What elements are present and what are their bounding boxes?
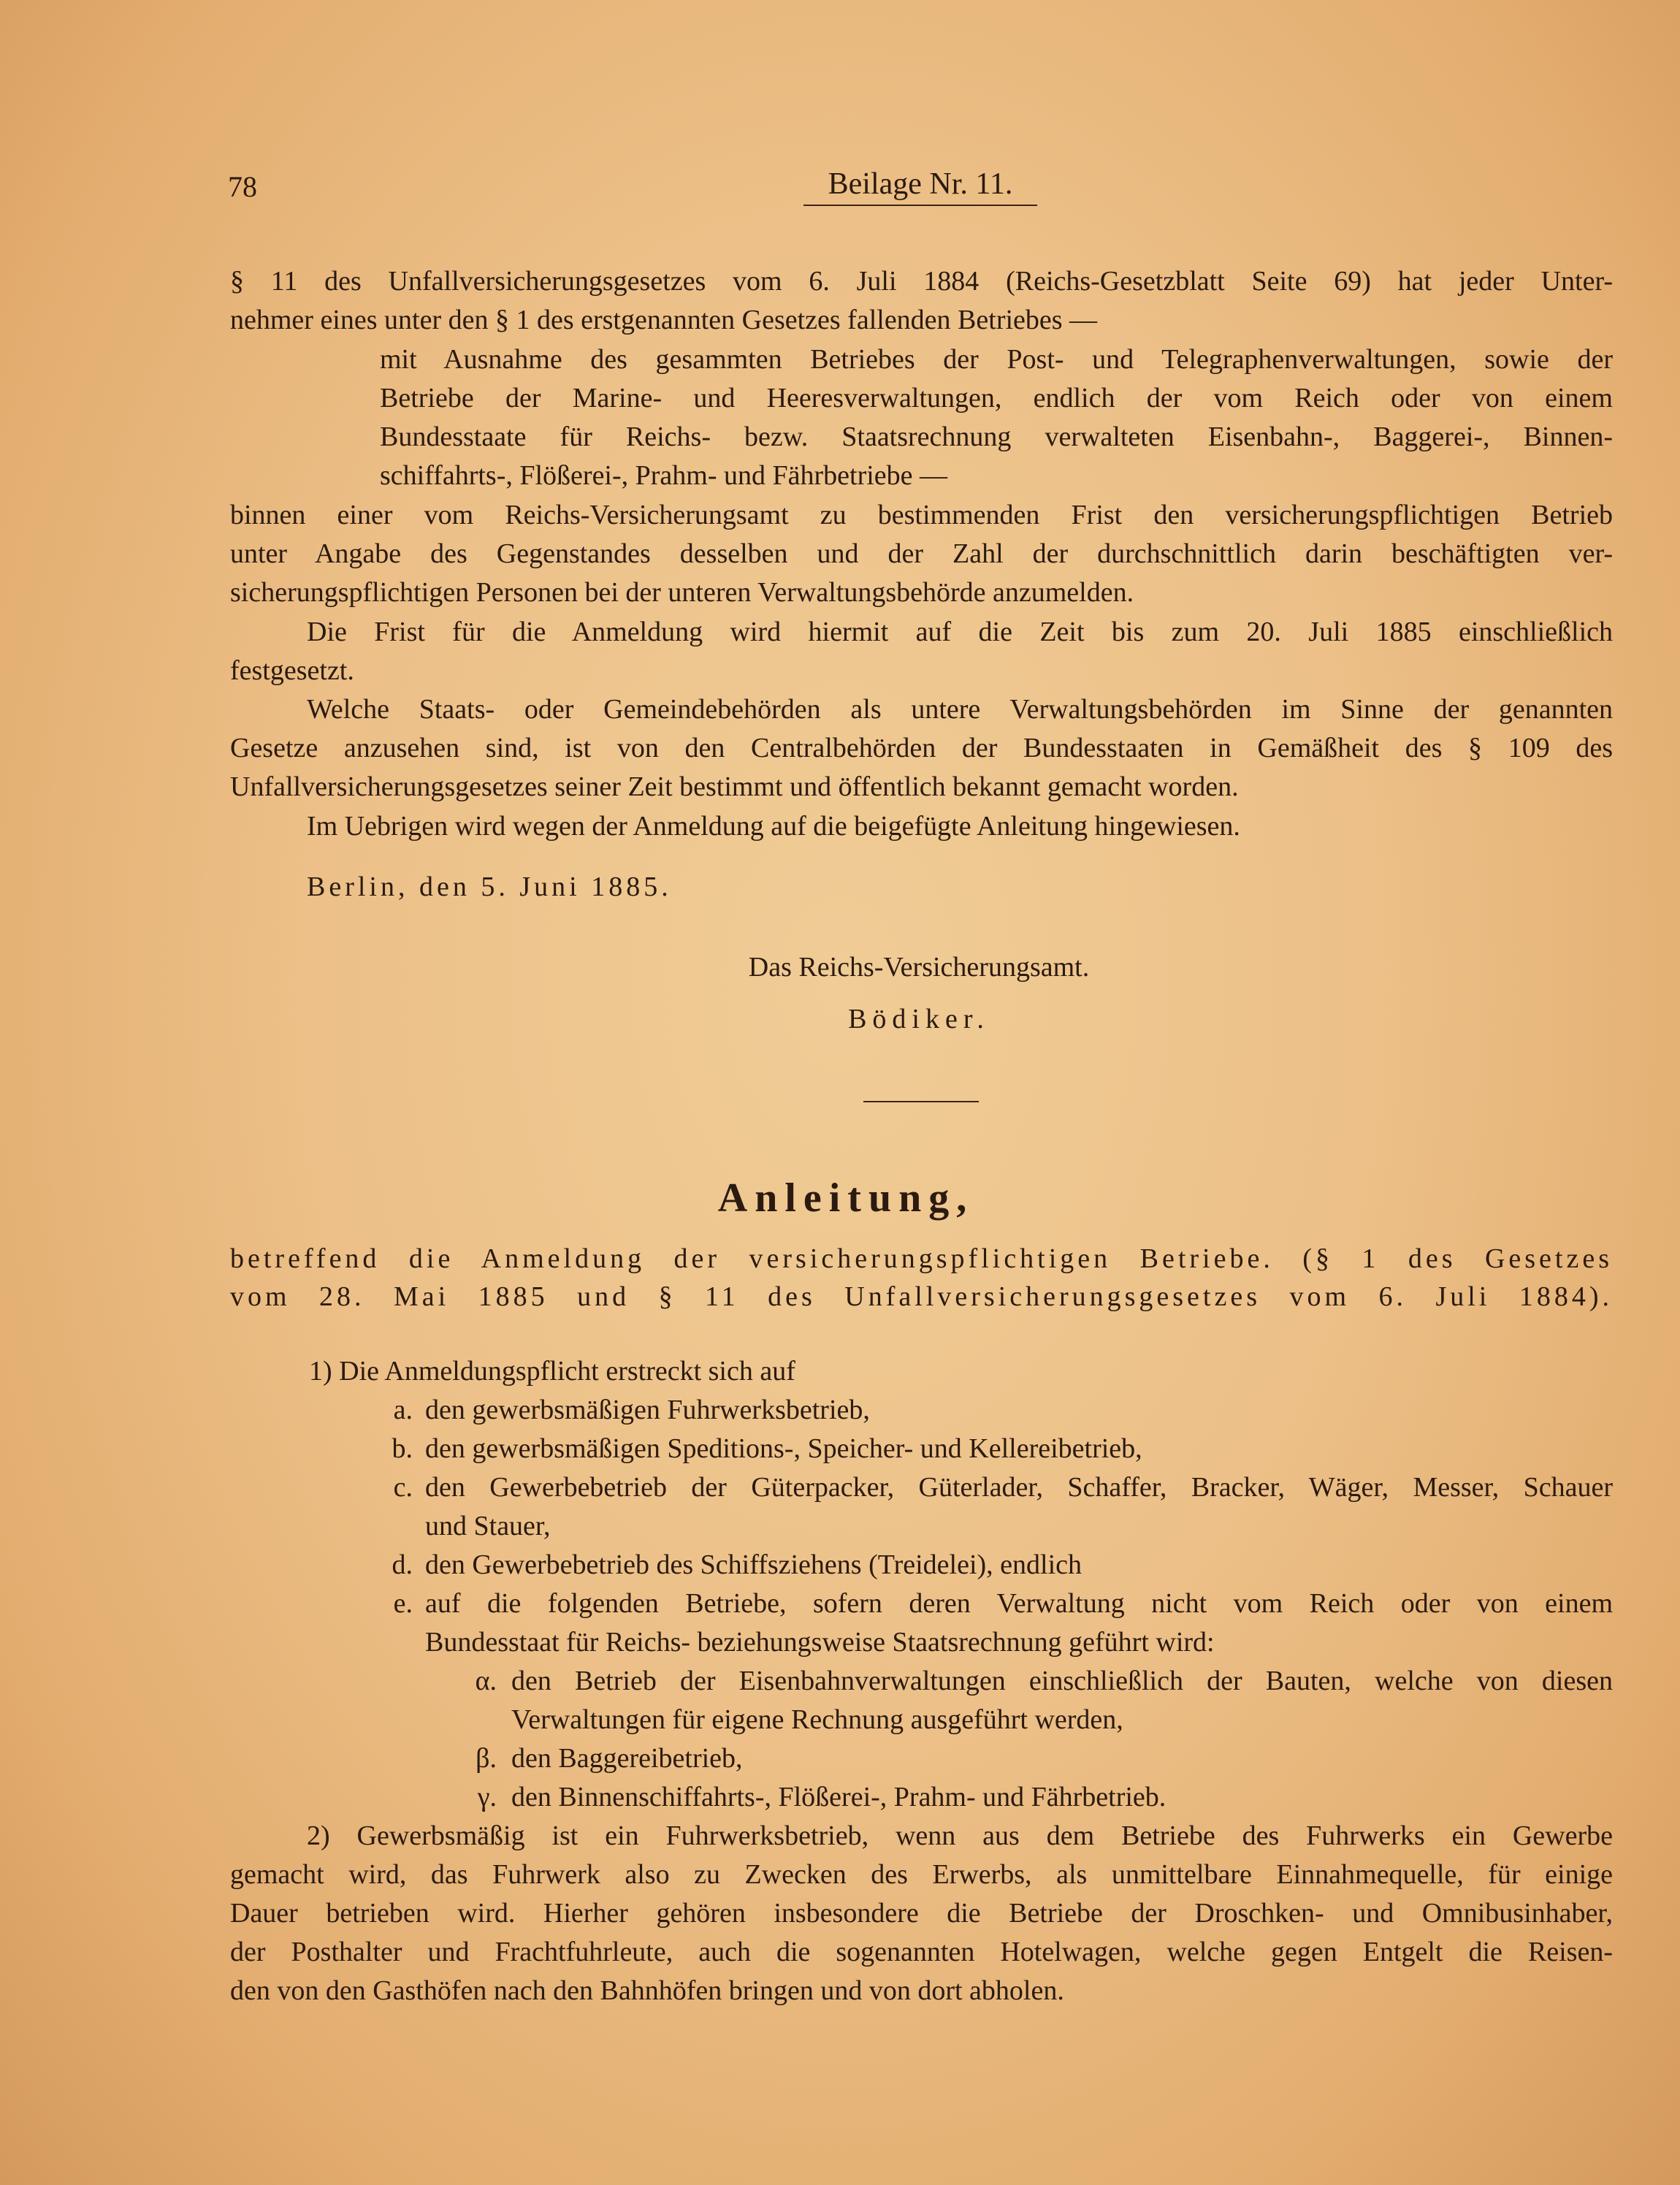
paragraph-line: Dauer betrieben wird. Hierher gehören insbesondere die Betriebe der Droschken- und Omnibusinhaber, (230, 1898, 1613, 1929)
list-item-label: e. (393, 1588, 413, 1619)
exception-line: schiffahrts-, Flößerei-, Prahm- und Fährbetriebe — (380, 460, 948, 491)
paragraph-line: gemacht wird, das Fuhrwerk also zu Zwecken des Erwerbs, als unmittelbare Einnahmequelle, für einige (230, 1859, 1613, 1890)
list-item-line: den Betrieb der Eisenbahnverwaltungen einschließlich der Bauten, welche von diesen (511, 1666, 1613, 1696)
list-item-line: den gewerbsmäßigen Speditions-, Speicher- und Kellereibetrieb, (425, 1433, 1142, 1464)
paragraph-line: festgesetzt. (230, 655, 354, 686)
paragraph-line: der Posthalter und Frachtfuhrleute, auch die sogenannten Hotelwagen, welche gegen Entgelt die Reisen- (230, 1937, 1613, 1967)
paragraph-line: binnen einer vom Reichs-Versicherungsamt zu bestimmenden Frist den versicherungspflichtigen Betrieb (230, 500, 1613, 530)
paragraph-line: Die Frist für die Anmeldung wird hiermit auf die Zeit bis zum 20. Juli 1885 einschließlich (307, 617, 1613, 647)
section-subtitle: betreffend die Anmeldung der versicherungspflichtigen Betriebe. (§ 1 des Gesetzes (230, 1243, 1613, 1274)
signature: Bödiker. (848, 1004, 990, 1034)
section-subtitle: vom 28. Mai 1885 und § 11 des Unfallversicherungsgesetzes vom 6. Juli 1884). (230, 1281, 1613, 1312)
exception-line: Bundesstaate für Reichs- bezw. Staatsrechnung verwalteten Eisenbahn-, Baggerei-, Binnen- (380, 422, 1613, 452)
paragraph-line: nehmer eines unter den § 1 des erstgenannten Gesetzes fallenden Betriebes — (230, 305, 1098, 335)
paragraph-line: Welche Staats- oder Gemeindebehörden als untere Verwaltungsbehörden im Sinne der genannten (307, 694, 1613, 725)
section-divider (863, 1101, 979, 1102)
list-item-label: γ. (477, 1782, 497, 1812)
exception-line: Betriebe der Marine- und Heeresverwaltungen, endlich der vom Reich oder von einem (380, 383, 1613, 413)
section-title: Anleitung, (717, 1175, 974, 1221)
paragraph-line: Gesetze anzusehen sind, ist von den Centralbehörden der Bundesstaaten in Gemäßheit des § 109 des (230, 733, 1613, 763)
paragraph-line: den von den Gasthöfen nach den Bahnhöfen bringen und von dort abholen. (230, 1975, 1064, 2006)
list-item-label: α. (475, 1666, 497, 1696)
paragraph-line: sicherungspflichtigen Personen bei der unteren Verwaltungsbehörde anzumelden. (230, 577, 1134, 608)
paragraph-line: Im Uebrigen wird wegen der Anmeldung auf die beigefügte Anleitung hingewiesen. (307, 811, 1240, 842)
list-item-line: den Baggereibetrieb, (511, 1743, 743, 1774)
list-item-line: Verwaltungen für eigene Rechnung ausgeführt werden, (511, 1704, 1123, 1735)
list-item-label: β. (476, 1743, 497, 1774)
list-item-line: und Stauer, (425, 1511, 551, 1541)
list-item-line: den Gewerbebetrieb des Schiffsziehens (Treidelei), endlich (425, 1549, 1083, 1580)
list-item-label: d. (392, 1549, 413, 1580)
page-number: 78 (228, 170, 257, 203)
list-item-line: den Gewerbebetrieb der Güterpacker, Güterlader, Schaffer, Bracker, Wäger, Messer, Schauer (425, 1472, 1613, 1503)
list-item-line: den Binnenschiffahrts-, Flößerei-, Prahm- und Fährbetrieb. (511, 1782, 1167, 1812)
list-heading: 1) Die Anmeldungspflicht erstreckt sich auf (309, 1356, 795, 1387)
exception-line: mit Ausnahme des gesammten Betriebes der Post- und Telegraphenverwaltungen, sowie der (380, 344, 1613, 375)
authority-name: Das Reichs-Versicherungsamt. (748, 952, 1090, 983)
list-item-label: a. (393, 1395, 413, 1425)
paragraph-line: 2) Gewerbsmäßig ist ein Fuhrwerksbetrieb, wenn aus dem Betriebe des Fuhrwerks ein Gewerbe (307, 1820, 1613, 1851)
list-item-label: b. (392, 1433, 413, 1464)
list-item-line: den gewerbsmäßigen Fuhrwerksbetrieb, (425, 1395, 870, 1425)
list-item-line: Bundesstaat für Reichs- beziehungsweise Staatsrechnung geführt wird: (425, 1627, 1215, 1658)
paragraph-line: Unfallversicherungsgesetzes seiner Zeit bestimmt und öffentlich bekannt gemacht worden. (230, 771, 1239, 802)
list-item-line: auf die folgenden Betriebe, sofern deren Verwaltung nicht vom Reich oder von einem (425, 1588, 1613, 1619)
place-date: Berlin, den 5. Juni 1885. (307, 872, 672, 902)
paragraph-line: § 11 des Unfallversicherungsgesetzes vom 6. Juli 1884 (Reichs-Gesetzblatt Seite 69) hat jeder Unter- (230, 266, 1613, 297)
list-item-label: c. (393, 1472, 413, 1503)
page-header-title: Beilage Nr. 11. (803, 167, 1037, 206)
paragraph-line: unter Angabe des Gegenstandes desselben und der Zahl der durchschnittlich darin beschäftigten ver- (230, 538, 1613, 569)
